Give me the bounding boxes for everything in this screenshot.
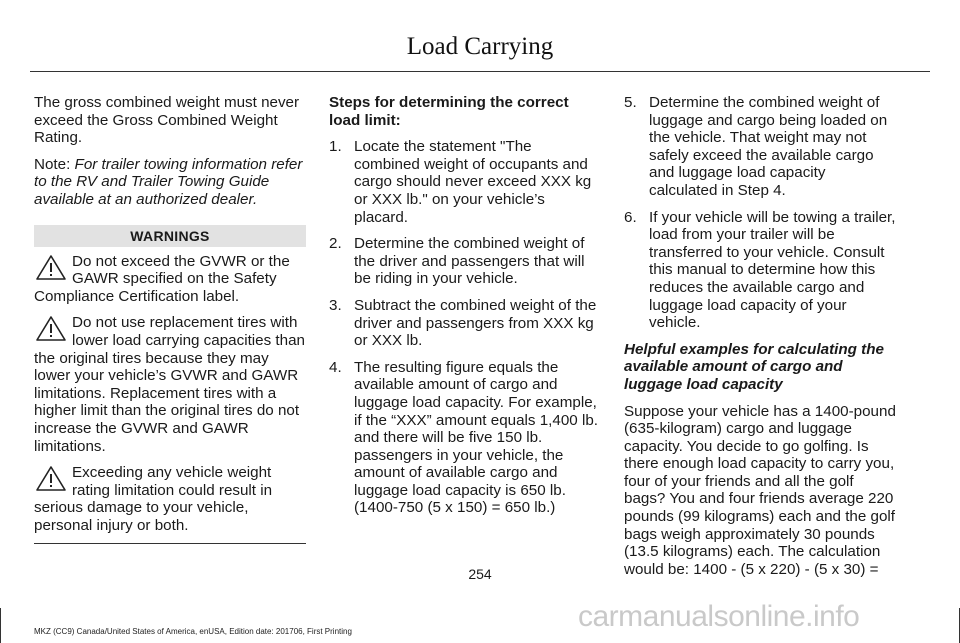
page-title: Load Carrying <box>406 33 554 60</box>
examples-heading: Helpful examples for calculating the available amount of cargo and luggage load capacity <box>624 340 884 393</box>
warning-triangle-icon <box>34 464 68 492</box>
note-label: Note: <box>34 155 71 173</box>
list-item <box>329 138 601 226</box>
warning-triangle-icon <box>34 314 68 342</box>
steps-list <box>329 138 601 517</box>
warning-item <box>34 253 306 306</box>
watermark: carmanualsonline.info <box>578 600 860 633</box>
list-item <box>329 359 601 517</box>
note-paragraph <box>34 156 306 209</box>
warning-item <box>34 314 306 455</box>
step-number: 6. <box>624 208 637 226</box>
warning-text: Do not use replacement tires with lower load carrying capacities than the original tires because they may lower your vehicle’s GVWR and GAWR limitations. Replacement tires with a higher limit than the original tires do not increase the GVWR and GAWR limitations. <box>34 314 305 455</box>
list-item <box>624 209 896 332</box>
step-number: 3. <box>329 296 342 314</box>
step-number: 2. <box>329 235 342 253</box>
warning-text: Exceeding any vehicle weight rating limitation could result in serious damage to your vehicle, personal injury or both. <box>34 464 273 534</box>
crop-mark-left <box>0 608 15 643</box>
step-text: Determine the combined weight of luggage and cargo being loaded on the vehicle. That weight may not safely exceed the available cargo and luggage load capacity calculated in Step 4. <box>649 94 888 199</box>
step-text: Determine the combined weight of the driver and passengers that will be riding in your vehicle. <box>354 235 585 288</box>
list-item <box>329 297 601 350</box>
step-text: If your vehicle will be towing a trailer, load from your trailer will be transferred to your vehicle. Consult this manual to determine how this reduces the available cargo and luggage load capacity of your vehicle. <box>649 208 896 332</box>
step-text: Subtract the combined weight of the driver and passengers from XXX kg or XXX lb. <box>354 296 597 350</box>
step-text: Locate the statement "The combined weight of occupants and cargo should never exceed XXX kg or XXX lb." on your vehicle’s placard. <box>354 138 592 226</box>
intro-paragraph: The gross combined weight must never exceed the Gross Combined Weight Rating. <box>34 94 300 147</box>
steps-list-continued <box>624 94 896 332</box>
step-number: 5. <box>624 94 637 111</box>
warning-item <box>34 464 306 534</box>
example-paragraph: Suppose your vehicle has a 1400-pound (635-kilogram) cargo and luggage capacity. You decide to go golfing. Is there enough load capacity to carry you, four of your friends and all the golf bags? You and four friends average 220 pounds (99 kilograms) each and the golf bags weigh approximately 30 pounds (13.5 kilograms) each. The calculation would be: 1400 - (5 x 220) - (5 x 30) = <box>624 402 896 578</box>
column-3 <box>624 94 896 587</box>
warnings-header: WARNINGS <box>34 225 306 247</box>
steps-heading: Steps for determining the correct load limit: <box>329 94 569 129</box>
warnings-end-divider <box>34 543 306 544</box>
step-number: 4. <box>329 358 342 376</box>
warning-text: Do not exceed the GVWR or the GAWR specified on the Safety Compliance Certification label. <box>34 252 290 305</box>
crop-mark-right <box>945 608 960 643</box>
edition-footer: MKZ (CC9) Canada/United States of America, enUSA, Edition date: 201706, First Printing <box>34 627 352 636</box>
column-1 <box>34 94 306 544</box>
step-text: The resulting figure equals the available amount of cargo and luggage load capacity. For example, if the “XXX” amount equals 1,400 lb. and there will be five 150 lb. passengers in your vehicle, the amount of available cargo and luggage load capacity is 650 lb. (1400-750 (5 x 150) = 650 lb.) <box>354 358 598 517</box>
column-2 <box>329 94 601 526</box>
page-number: 254 <box>468 566 492 582</box>
warning-triangle-icon <box>34 253 68 281</box>
list-item <box>329 235 601 288</box>
list-item <box>624 94 896 200</box>
step-number: 1. <box>329 138 342 156</box>
note-text: For trailer towing information refer to the RV and Trailer Towing Guide available at an authorized dealer. <box>34 155 303 208</box>
title-divider <box>30 71 930 72</box>
